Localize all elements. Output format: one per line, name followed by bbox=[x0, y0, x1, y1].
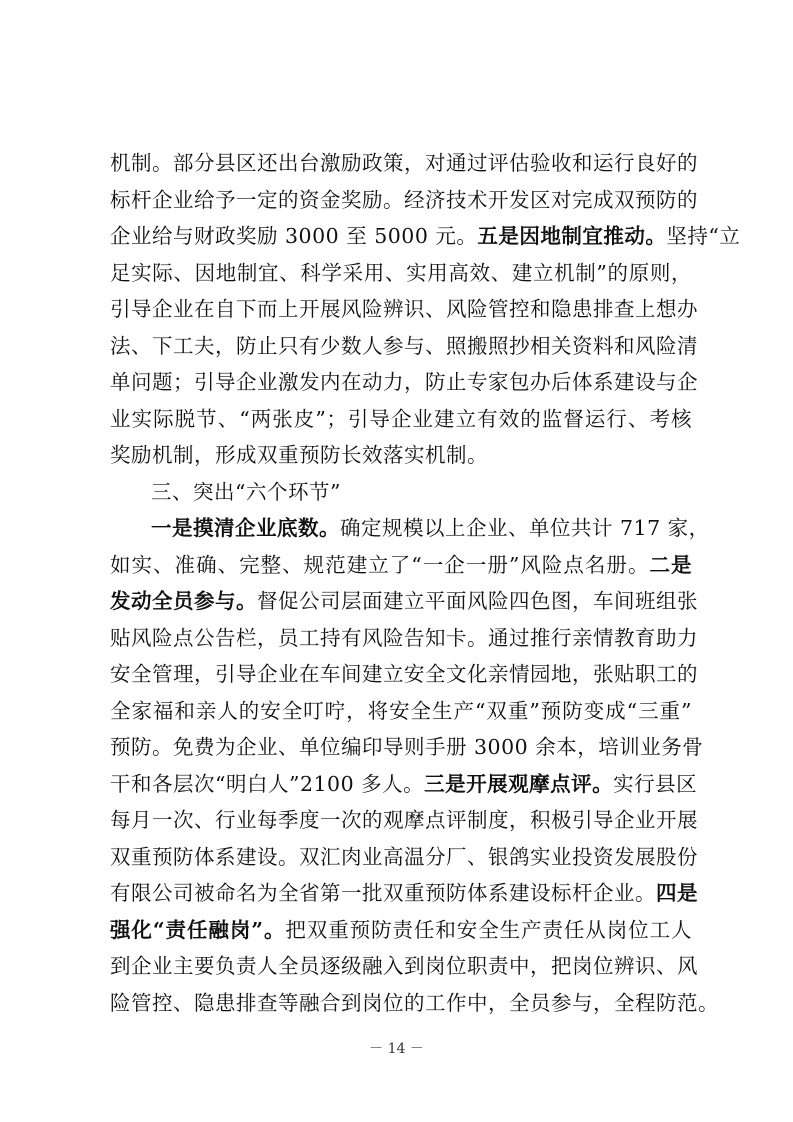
text-line: 每月一次、行业每季度一次的观摩点评制度，积极引导企业开展 bbox=[110, 808, 698, 832]
text-line: 到企业主要负责人全员逐级融入到岗位职责中，把岗位辨识、风 bbox=[110, 954, 698, 978]
text-line: 预防。免费为企业、单位编印导则手册 3000 余本，培训业务骨 bbox=[110, 735, 704, 759]
text-line: 如实、准确、完整、规范建立了“一企一册”风险点名册。二是 bbox=[110, 552, 693, 577]
text-line: 足实际、因地制宜、科学采用、实用高效、建立机制”的原则， bbox=[110, 260, 692, 285]
body-text bbox=[110, 145, 741, 1021]
section-heading: 三、突出“六个环节” bbox=[151, 479, 341, 504]
bold-heading: 四是 bbox=[656, 881, 698, 905]
text-line: 贴风险点公告栏，员工持有风险告知卡。通过推行亲情教育助力 bbox=[110, 625, 698, 650]
text-line: 有限公司被命名为全省第一批双重预防体系建设标杆企业。四是 bbox=[110, 881, 698, 905]
bold-heading: 一是摸清企业底数。 bbox=[151, 516, 340, 540]
text-line: 引导企业在自下而上开展风险辨识、风险管控和隐患排查上想办 bbox=[110, 297, 698, 321]
text-line: 奖励机制，形成双重预防长效落实机制。 bbox=[110, 443, 488, 467]
bold-heading: 三是开展观摩点评。 bbox=[424, 771, 614, 796]
text-line: 业实际脱节、“两张皮”；引导企业建立有效的监督运行、考核 bbox=[110, 406, 692, 431]
bold-heading: 强化“责任融岗”。 bbox=[110, 917, 286, 942]
text-line: 法、下工夫，防止只有少数人参与、照搬照抄相关资料和风险清 bbox=[110, 333, 698, 358]
bold-heading: 发动全员参与。 bbox=[110, 589, 257, 613]
text-line: 单问题；引导企业激发内在动力，防止专家包办后体系建设与企 bbox=[110, 370, 698, 394]
text-line: 企业给与财政奖励 3000 至 5000 元。五是因地制宜推动。坚持“立 bbox=[110, 224, 741, 248]
text-line: 险管控、隐患排查等融合到岗位的工作中，全员参与，全程防范。 bbox=[110, 990, 719, 1015]
text-line: 双重预防体系建设。双汇肉业高温分厂、银鸽实业投资发展股份 bbox=[110, 844, 698, 869]
text-line: 机制。部分县区还出台激励政策，对通过评估验收和运行良好的 bbox=[110, 151, 698, 175]
text-line: 一是摸清企业底数。确定规模以上企业、单位共计 717 家， bbox=[151, 516, 710, 540]
text-line: 全家福和亲人的安全叮咛，将安全生产“双重”预防变成“三重” bbox=[110, 698, 692, 723]
text-line: 发动全员参与。督促公司层面建立平面风险四色图，车间班组张 bbox=[110, 589, 698, 613]
bold-heading: 五是因地制宜推动。 bbox=[477, 224, 667, 248]
text-line: 安全管理，引导企业在车间建立安全文化亲情园地，张贴职工的 bbox=[110, 662, 698, 686]
text-line: 强化“责任融岗”。把双重预防责任和安全生产责任从岗位工人 bbox=[110, 917, 692, 942]
text-line: 标杆企业给予一定的资金奖励。经济技术开发区对完成双预防的 bbox=[110, 187, 698, 212]
page-number: － 14 － bbox=[369, 1041, 424, 1057]
text-line: 干和各层次“明白人”2100 多人。三是开展观摩点评。实行县区 bbox=[110, 771, 698, 796]
bold-heading: 二是 bbox=[649, 552, 693, 577]
